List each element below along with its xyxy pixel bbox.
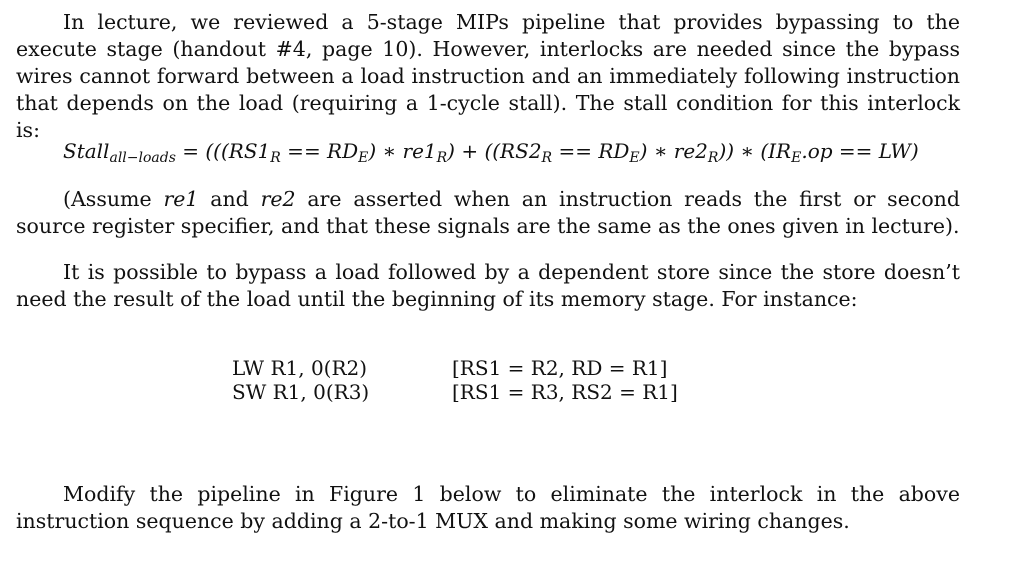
eq-sub: R (707, 150, 719, 166)
eq-part: .op == LW) (801, 139, 919, 163)
eq-sub: R (270, 150, 281, 166)
eq-lhs-sub: all−loads (109, 150, 176, 166)
assumption-text: (Assume (63, 187, 164, 211)
annotation-list (452, 356, 678, 404)
eq-part: == RD (280, 139, 359, 163)
paragraph-task-text: Modify the pipeline in Figure 1 below to eliminate the interlock in the above instruction sequence by adding a 2-to-1 MUX and making some wiring changes. (16, 482, 960, 533)
eq-sub: R (436, 150, 448, 166)
eq-sub: E (791, 150, 802, 166)
annotation-load: [RS1 = R2, RD = R1] (452, 356, 668, 380)
stall-equation (63, 139, 963, 166)
re1-term: re1 (163, 187, 199, 211)
annotation-store: [RS1 = R3, RS2 = R1] (452, 380, 678, 404)
paragraph-bypass (16, 259, 960, 313)
eq-part: )) ∗ (IR (718, 139, 792, 163)
eq-part: = (((RS1 (182, 139, 271, 163)
paragraph-task (16, 481, 960, 535)
eq-part: ) + ((RS2 (447, 139, 542, 163)
eq-lhs: Stall (63, 139, 110, 163)
paragraph-assumption (16, 186, 960, 240)
assumption-text: and (198, 187, 261, 211)
eq-part: == RD (552, 139, 630, 163)
paragraph-bypass-text: It is possible to bypass a load followed by a dependent store since the store doesn’t need the result of the load until the beginning of its memory stage. For instance: (16, 260, 960, 311)
assumption-text: are asserted when an instruction reads the first or second source register specifier, and that these signals are the same as the ones given in lecture). (16, 187, 960, 238)
paragraph-intro-text: In lecture, we reviewed a 5-stage MIPs pipeline that provides bypassing to the execute stage (handout #4, page 10). However, interlocks are needed since the bypass wires cannot forward between a load instruction and an immediately following instruction that depends on the load (requiring a 1-cycle stall). The stall condition for this interlock is: (16, 10, 960, 142)
paragraph-intro (16, 9, 960, 144)
eq-part: ) ∗ re2 (639, 139, 708, 163)
re2-term: re2 (260, 187, 296, 211)
instruction-list (232, 356, 369, 404)
instruction-load: LW R1, 0(R2) (232, 356, 368, 380)
eq-sub: E (358, 150, 369, 166)
instruction-store: SW R1, 0(R3) (232, 380, 370, 404)
eq-part: ) ∗ re1 (368, 139, 437, 163)
eq-sub: R (541, 150, 553, 166)
eq-sub: E (629, 150, 640, 166)
